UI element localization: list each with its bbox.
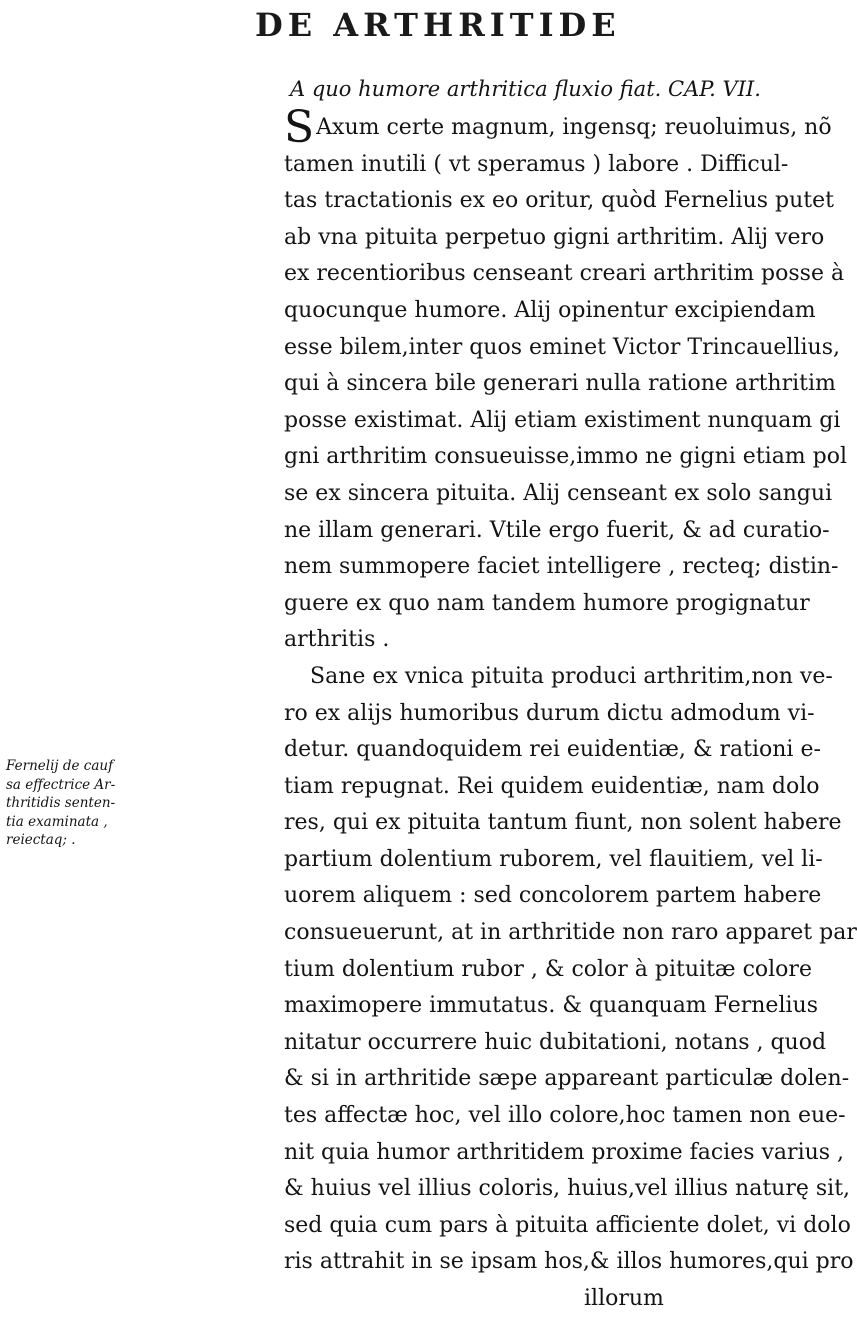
text-line: tes affectæ hoc, vel illo colore,hoc tamen non eue- bbox=[284, 1103, 846, 1129]
text-line: quocunque humore. Alij opinentur excipiendam bbox=[284, 297, 816, 323]
body-text bbox=[284, 102, 857, 1318]
text-line: S Axum certe magnum, ingensq; reuoluimus, nõ bbox=[284, 102, 832, 153]
text-line: tamen inutili ( vt speramus ) labore . Difficul- bbox=[284, 151, 789, 177]
text-line: tas tractationis ex eo oritur, quòd Fernelius putet bbox=[284, 188, 835, 214]
text-line: uorem aliquem : sed concolorem partem habere bbox=[284, 883, 822, 909]
text-line: tiam repugnat. Rei quidem euidentiæ, nam dolo bbox=[284, 773, 820, 799]
text-line: tium dolentium rubor , & color à pituitæ colore bbox=[284, 956, 812, 982]
margin-note bbox=[6, 757, 134, 850]
catchword: illorum bbox=[584, 1286, 664, 1311]
chapter-title: A quo humore arthritica fluxio fiat. CAP. VII. bbox=[290, 77, 761, 101]
text-line: posse existimat. Alij etiam existiment nunquam gi bbox=[284, 407, 841, 433]
text-line: esse bilem,inter quos eminet Victor Trincauellius, bbox=[284, 334, 840, 360]
text-line: nem summopere faciet intelligere , recteq; distin- bbox=[284, 554, 839, 580]
margin-note-line: reiectaq; . bbox=[6, 832, 76, 848]
text-line: ab vna pituita perpetuo gigni arthritim. Alij vero bbox=[284, 224, 825, 250]
text-line: & si in arthritide sæpe appareant particulæ dolen- bbox=[284, 1066, 850, 1092]
margin-note-line: sa effectrice Ar- bbox=[6, 776, 116, 793]
text-line: detur. quandoquidem rei euidentiæ, & rationi e- bbox=[284, 737, 821, 763]
margin-note-line: Fernelij de cauf bbox=[6, 758, 114, 774]
text-line: ris attrahit in se ipsam hos,& illos humores,qui pro bbox=[284, 1249, 854, 1275]
text-line: & huius vel illius coloris, huius,vel illius naturę sit, bbox=[284, 1176, 851, 1202]
text-line: gni arthritim consueuisse,immo ne gigni etiam pol bbox=[284, 444, 848, 470]
text-line: nit quia humor arthritidem proxime facies varius , bbox=[284, 1139, 845, 1165]
text-line: consueuerunt, at in arthritide non raro apparet par bbox=[284, 920, 857, 946]
margin-note-line: tia examinata , bbox=[6, 813, 108, 830]
text-line: maximopere immutatus. & quanquam Fernelius bbox=[284, 993, 818, 1019]
text-line: ex recentioribus censeant creari arthritim posse à bbox=[284, 261, 845, 287]
text-line: Sane ex vnica pituita produci arthritim,non ve- bbox=[310, 663, 833, 689]
margin-note-line: thritidis senten- bbox=[6, 795, 116, 811]
running-head: DE ARTHRITIDE bbox=[255, 6, 621, 44]
text-line: sed quia cum pars à pituita afficiente dolet, vi dolo bbox=[284, 1212, 851, 1238]
text-line: nitatur occurrere huic dubitationi, notans , quod bbox=[284, 1029, 827, 1055]
text-line: res, qui ex pituita tantum fiunt, non solent habere bbox=[284, 810, 842, 836]
text-line: partium dolentium ruborem, vel flauitiem, vel li- bbox=[284, 846, 823, 872]
text-line: guere ex quo nam tandem humore progignatur bbox=[284, 590, 810, 616]
drop-cap: S bbox=[284, 102, 315, 153]
text-line: qui à sincera bile generari nulla ratione arthritim bbox=[284, 371, 836, 397]
text-line: ro ex alijs humoribus durum dictu admodum vi- bbox=[284, 700, 815, 726]
text-line: se ex sincera pituita. Alij censeant ex solo sangui bbox=[284, 480, 833, 506]
text-line: ne illam generari. Vtile ergo fuerit, & ad curatio- bbox=[284, 517, 830, 543]
text-line: arthritis . bbox=[284, 627, 390, 653]
